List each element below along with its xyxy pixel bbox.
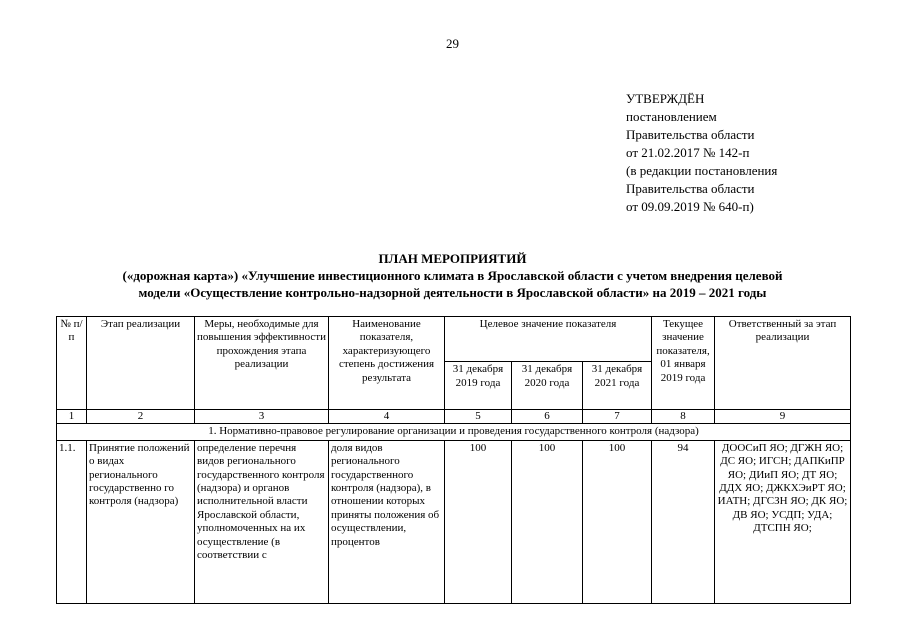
title-line-3: модели «Осуществление контрольно-надзорной деятельности в Ярославской области» на 2019 – 2021 годы (138, 285, 767, 300)
header-responsible: Ответственный за этап реализации (715, 317, 851, 410)
header-num: № п/п (57, 317, 87, 410)
column-number: 7 (583, 410, 652, 424)
table-header-row (57, 317, 851, 362)
section-row (57, 424, 851, 440)
header-2019: 31 декабря 2019 года (445, 362, 512, 410)
table-row (57, 440, 851, 603)
approval-line: Правительства области (626, 127, 755, 142)
header-current: Текущее значение показателя, 01 января 2019 года (652, 317, 715, 410)
column-number: 8 (652, 410, 715, 424)
row-value-2020: 100 (512, 440, 583, 603)
approval-line: (в редакции постановления (626, 163, 778, 178)
title-line-1: ПЛАН МЕРОПРИЯТИЙ (378, 251, 527, 266)
row-num: 1.1. (57, 440, 87, 603)
column-number: 3 (195, 410, 329, 424)
row-current-value: 94 (652, 440, 715, 603)
row-value-2021: 100 (583, 440, 652, 603)
header-stage: Этап реализации (87, 317, 195, 410)
column-number: 4 (329, 410, 445, 424)
row-measures: определение перечня видов регионального государственного контроля (надзора) и органов исполнительной власти Ярославской области, уполномоченных на их осуществление (в соответствии с (195, 440, 329, 603)
approval-stamp (626, 90, 777, 216)
row-responsible: ДООСиП ЯО; ДГЖН ЯО; ДС ЯО; ИГСН; ДАПКиПР ЯО; ДИиП ЯО; ДТ ЯО; ДДХ ЯО; ДЖКХЭиРТ ЯО; ИАТН; ДГСЗН ЯО; ДК ЯО; ДВ ЯО; УСДП; УДА; ДТСПН ЯО; (715, 440, 851, 603)
column-number: 2 (87, 410, 195, 424)
column-number-row (57, 410, 851, 424)
approval-line: постановлением (626, 109, 717, 124)
row-indicator: доля видов регионального государственного контроля (надзора), в отношении которых приняты положения об осуществлении, процентов (329, 440, 445, 603)
section-title: 1. Нормативно-правовое регулирование организации и проведения государственного контроля (надзора) (57, 424, 851, 440)
column-number: 1 (57, 410, 87, 424)
document-title (0, 250, 905, 301)
approval-line: Правительства области (626, 181, 755, 196)
approval-line: от 21.02.2017 № 142-п (626, 145, 750, 160)
header-2020: 31 декабря 2020 года (512, 362, 583, 410)
approval-line: УТВЕРЖДЁН (626, 91, 705, 106)
header-target: Целевое значение показателя (445, 317, 652, 362)
header-2021: 31 декабря 2021 года (583, 362, 652, 410)
column-number: 5 (445, 410, 512, 424)
row-stage: Принятие положений о видах регионального государственно го контроля (надзора) (87, 440, 195, 603)
plan-table (56, 316, 851, 604)
column-number: 6 (512, 410, 583, 424)
title-line-2: («дорожная карта») «Улучшение инвестиционного климата в Ярославской области с учетом внедрения целевой (122, 268, 783, 283)
header-indicator: Наименование показателя, характеризующего степень достижения результата (329, 317, 445, 410)
row-value-2019: 100 (445, 440, 512, 603)
approval-line: от 09.09.2019 № 640-п) (626, 199, 754, 214)
column-number: 9 (715, 410, 851, 424)
page-number: 29 (446, 36, 459, 51)
header-measures: Меры, необходимые для повышения эффективности прохождения этапа реализации (195, 317, 329, 410)
